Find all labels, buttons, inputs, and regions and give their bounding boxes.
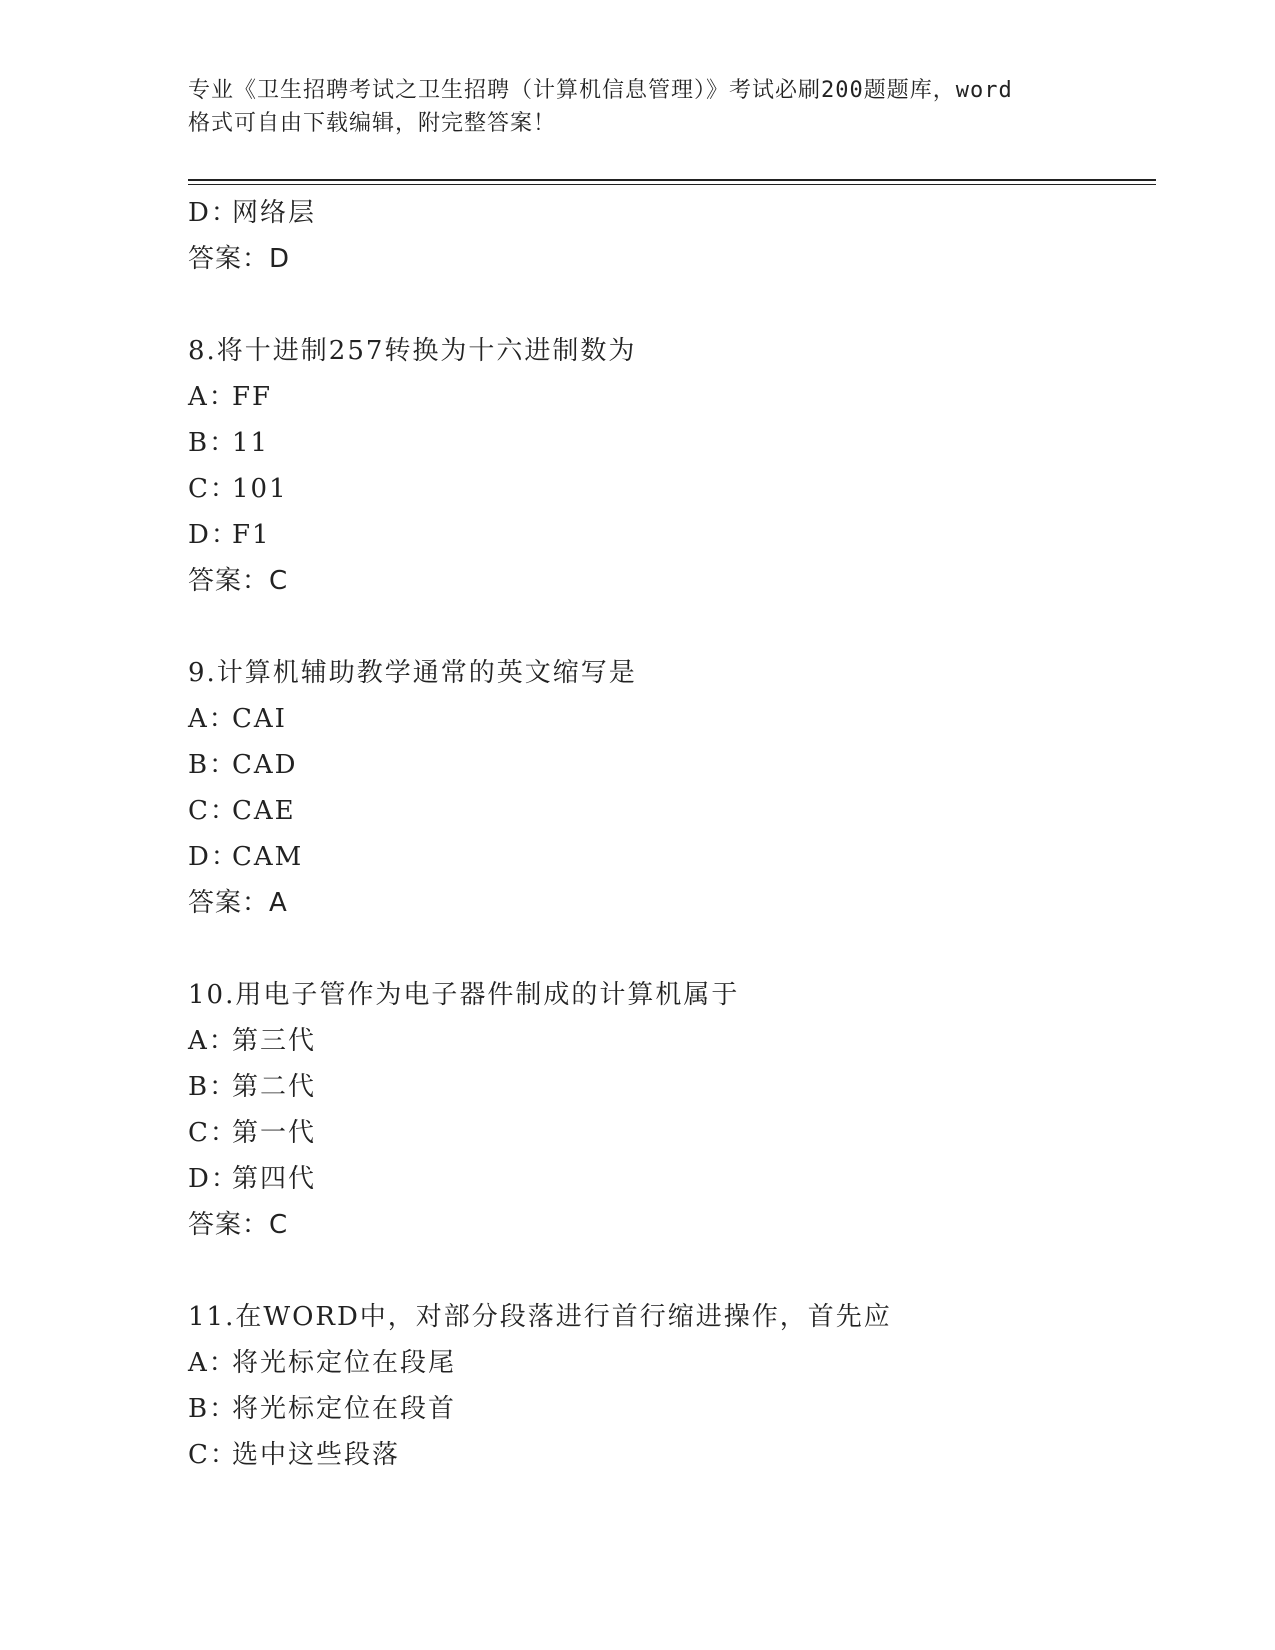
option-text: FF xyxy=(232,382,273,412)
option-text: F1 xyxy=(232,520,271,550)
option-text: 选中这些段落 xyxy=(232,1440,401,1470)
option-label: B： xyxy=(188,1072,238,1102)
question-11 xyxy=(188,1294,1148,1478)
option-text: CAM xyxy=(232,842,304,872)
question-stem: 8.将十进制257转换为十六进制数为 xyxy=(188,336,637,366)
answer-line: 答案：A xyxy=(188,888,288,918)
option-row xyxy=(188,1064,1148,1110)
option-label: D： xyxy=(188,1164,239,1194)
option-label: D： xyxy=(188,520,239,550)
question-stem: 9.计算机辅助教学通常的英文缩写是 xyxy=(188,658,637,688)
option-row xyxy=(188,374,1148,420)
option-text: CAE xyxy=(232,796,296,826)
header-line-1: 专业《卫生招聘考试之卫生招聘（计算机信息管理）》考试必刷200题题库，word xyxy=(188,78,1013,103)
header-divider-thin xyxy=(188,184,1156,185)
question-9 xyxy=(188,650,1148,926)
option-label: C： xyxy=(188,1118,238,1148)
option-label: A： xyxy=(188,1026,237,1056)
option-label: A： xyxy=(188,1348,237,1378)
option-row xyxy=(188,1018,1148,1064)
option-text: 101 xyxy=(232,474,288,504)
option-row xyxy=(188,190,1148,236)
question-stem: 10.用电子管作为电子器件制成的计算机属于 xyxy=(188,980,740,1010)
option-row xyxy=(188,420,1148,466)
document-header xyxy=(188,74,1088,140)
option-text: 第四代 xyxy=(232,1164,317,1194)
option-row xyxy=(188,834,1148,880)
option-label: A： xyxy=(188,704,237,734)
option-label: C： xyxy=(188,796,238,826)
header-divider-thick xyxy=(188,179,1156,181)
option-text: 第二代 xyxy=(232,1072,317,1102)
option-row xyxy=(188,1432,1148,1478)
option-row xyxy=(188,466,1148,512)
answer-line: 答案：C xyxy=(188,566,289,596)
question-list xyxy=(188,190,1148,1478)
question-10 xyxy=(188,972,1148,1248)
option-row xyxy=(188,512,1148,558)
option-row xyxy=(188,1156,1148,1202)
option-label: B： xyxy=(188,428,238,458)
option-row xyxy=(188,1340,1148,1386)
option-text: 将光标定位在段首 xyxy=(232,1394,457,1424)
previous-question-tail xyxy=(188,190,1148,282)
answer-line: 答案：C xyxy=(188,1210,289,1240)
option-label: B： xyxy=(188,750,238,780)
question-stem: 11.在WORD中，对部分段落进行首行缩进操作，首先应 xyxy=(188,1302,892,1332)
question-8 xyxy=(188,328,1148,604)
option-row xyxy=(188,788,1148,834)
option-text: CAD xyxy=(232,750,298,780)
option-text: 将光标定位在段尾 xyxy=(232,1348,457,1378)
option-text: CAI xyxy=(232,704,287,734)
option-label: B： xyxy=(188,1394,238,1424)
answer-line: 答案：D xyxy=(188,244,291,274)
option-label: C： xyxy=(188,474,238,504)
option-text: 11 xyxy=(232,428,270,458)
option-row xyxy=(188,742,1148,788)
option-label: D： xyxy=(188,198,239,228)
option-row xyxy=(188,696,1148,742)
option-label: A： xyxy=(188,382,237,412)
option-row xyxy=(188,1110,1148,1156)
option-text: 第一代 xyxy=(232,1118,317,1148)
option-text: 网络层 xyxy=(232,198,317,228)
option-text: 第三代 xyxy=(232,1026,317,1056)
option-label: C： xyxy=(188,1440,238,1470)
option-label: D： xyxy=(188,842,239,872)
option-row xyxy=(188,1386,1148,1432)
header-line-2: 格式可自由下载编辑，附完整答案！ xyxy=(188,111,557,136)
